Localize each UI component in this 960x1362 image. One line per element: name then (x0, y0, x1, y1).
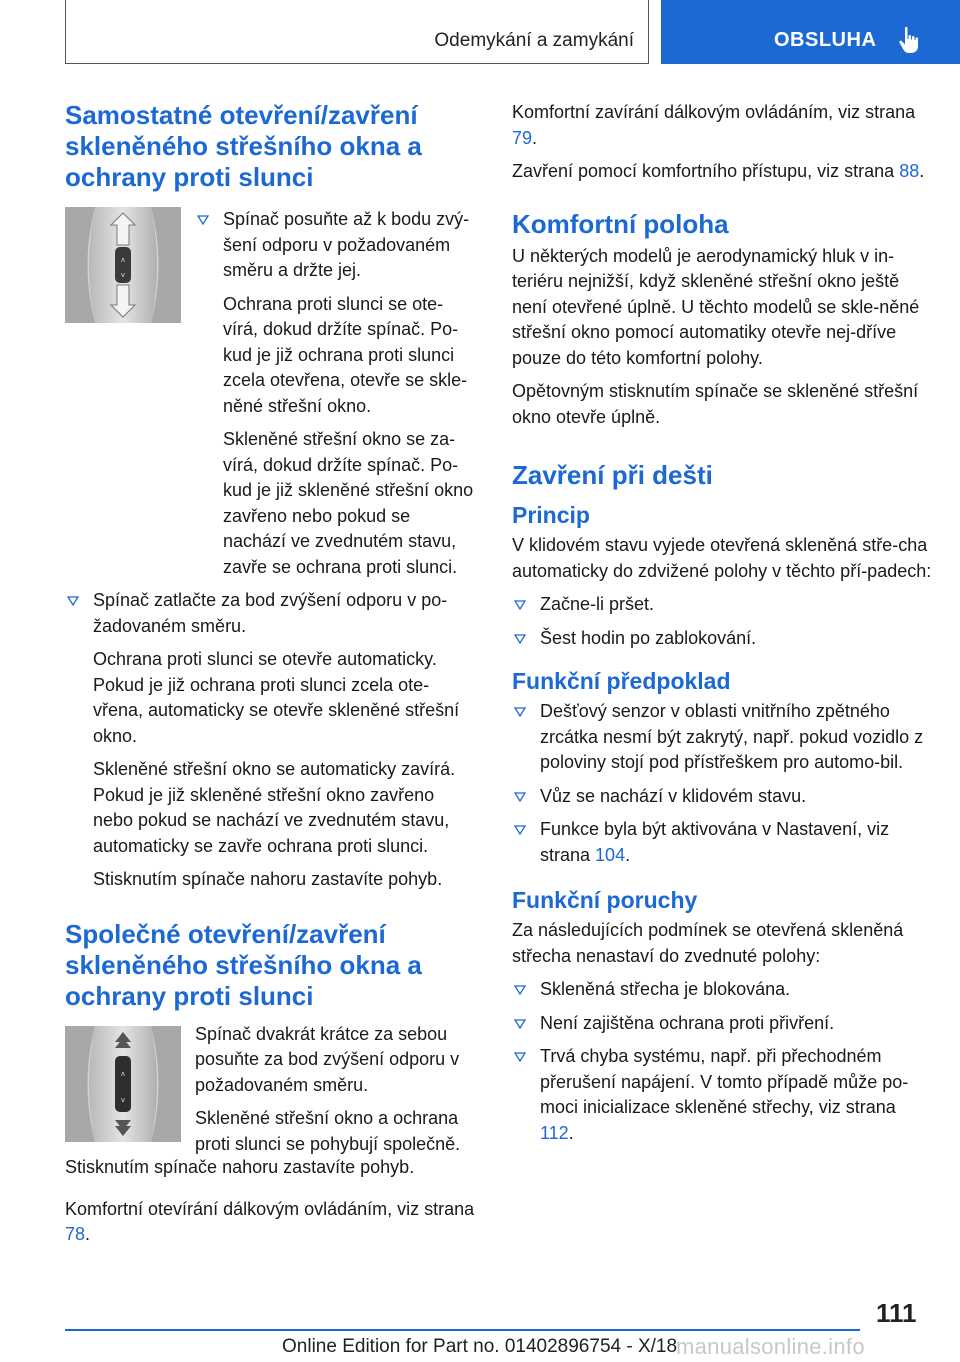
bullet-list (512, 592, 932, 651)
bullet-list (512, 977, 932, 1146)
page-link[interactable]: 79 (512, 127, 533, 148)
bullet-list (195, 207, 478, 580)
section-tab (661, 0, 960, 64)
page-header (0, 0, 960, 66)
list-item: Spínač posuňte až k bodu zvý-šení odporu v požadovaném směru a držte jej. Ochrana proti slunci se ote-vírá, dokud držíte spínač. Po-kud je již ochrana proti slunci zcela otevřena, otevře se skle-něné střešní okno. Skleněné střešní okno se za-vírá, dokud držíte spínač. Po-kud je již skleněné střešní okno zavřeno nebo pokud se nachází ve zvednutém stavu, zavře se ochrana proti slunci. (195, 207, 478, 580)
paragraph: Za následujících podmínek se otevřená skleněná střecha nenastaví do zvednuté polohy: (512, 920, 904, 966)
triangle-bullet-icon (514, 707, 526, 717)
list-item: Vůz se nachází v klidovém stavu. (512, 784, 932, 810)
switch-block-1 (65, 207, 478, 588)
triangle-bullet-icon (514, 634, 526, 644)
page-link[interactable]: 88 (899, 161, 920, 181)
roof-switch-image (65, 1026, 181, 1142)
footer-divider (65, 1329, 860, 1331)
chapter-tab (65, 0, 649, 64)
svg-text:v: v (120, 271, 126, 279)
triangle-bullet-icon (514, 792, 526, 802)
bullet-list (65, 588, 478, 893)
paragraph: Komfortní zavírání dálkovým ovládáním, viz strana 79. (512, 102, 916, 148)
paragraph: Skleněné střešní okno a ochrana proti slunci se pohybují společně. (195, 1108, 461, 1154)
page-link[interactable]: 112 (540, 1122, 569, 1143)
paragraph: Stisknutím spínače nahoru zastavíte pohyb. (65, 1157, 415, 1177)
paragraph: V klidovém stavu vyjede otevřená skleněná stře-cha automaticky do zdvižené polohy v těchto pří-padech: (512, 535, 932, 581)
triangle-bullet-icon (514, 985, 526, 995)
watermark-site: manualsonline.info (676, 1334, 865, 1359)
svg-text:v: v (120, 1095, 126, 1104)
triangle-bullet-icon (514, 1019, 526, 1029)
svg-text:ʌ: ʌ (120, 256, 126, 264)
heading-joint-open-close: Společné otevření/zavření skleněného střešního okna a ochrany proti slunci (65, 918, 422, 1011)
list-item: Dešťový senzor v oblasti vnitřního zpětného zrcátka nesmí být zakrytý, např. pokud vozidlo z poloviny stojí pod přístřeškem pro automo-bil. (512, 699, 932, 776)
list-item: Není zajištěna ochrana proti přivření. (512, 1011, 932, 1037)
edition-text: Online Edition for Part no. 01402896754 - X/18 (282, 1336, 678, 1357)
roof-switch-image (65, 207, 181, 323)
paragraph: Skleněné střešní okno se automaticky zavírá. Pokud je již skleněné střešní okno zavřeno nebo pokud se nachází ve zvednutém stavu, automaticky se zavře ochrana proti slunci. (93, 759, 456, 856)
chapter-title: Odemykání a zamykání (434, 30, 634, 51)
heading-prerequisite: Funkční předpoklad (512, 668, 731, 694)
triangle-bullet-icon (67, 596, 79, 606)
list-item: Skleněná střecha je blokována. (512, 977, 932, 1003)
list-item: Šest hodin po zablokování. (512, 626, 932, 652)
list-item: Začne-li pršet. (512, 592, 932, 618)
triangle-bullet-icon (514, 1052, 526, 1062)
list-item: Trvá chyba systému, např. při přechodném přerušení napájení. V tomto případě může po-moci inicializace skleněné střechy, viz strana 112. (512, 1044, 932, 1146)
list-item: Funkce byla být aktivována v Nastavení, viz strana 104. (512, 817, 932, 868)
triangle-bullet-icon (514, 600, 526, 610)
heading-malfunctions: Funkční poruchy (512, 887, 698, 913)
page-link[interactable]: 78 (65, 1224, 86, 1244)
heading-separate-open-close: Samostatné otevření/zavření skleněného střešního okna a ochrany proti slunci (65, 100, 422, 192)
heading-comfort-position: Komfortní poloha (512, 208, 729, 239)
switch-block-2 (65, 1023, 478, 1166)
right-column (512, 100, 932, 1154)
page-number: 111 (876, 1298, 917, 1328)
pointing-hand-icon (897, 26, 923, 54)
triangle-bullet-icon (514, 825, 526, 835)
paragraph: Stisknutím spínače nahoru zastavíte pohyb. (93, 869, 443, 889)
switch-block-1-text (195, 207, 478, 588)
paragraph: Ochrana proti slunci se ote-vírá, dokud držíte spínač. Po-kud je již ochrana proti slunci zcela otevřena, otevře se skle-něné střešní okno. (223, 293, 468, 416)
switch-block-2-text (195, 1022, 478, 1166)
paragraph: Ochrana proti slunci se otevře automaticky. Pokud je již ochrana proti slunci zcela ote-vřena, automaticky se otevře skleněné střešní okno. (93, 649, 460, 746)
paragraph: Skleněné střešní okno se za-vírá, dokud držíte spínač. Po-kud je již skleněné střešní okno zavřeno nebo pokud se nachází ve zvednutém stavu, zavře se ochrana proti slunci. (223, 429, 474, 577)
page-link[interactable]: 104 (595, 844, 626, 865)
section-title: OBSLUHA (774, 28, 877, 51)
left-column (65, 100, 478, 1256)
bullet-list (512, 699, 932, 868)
paragraph: Spínač dvakrát krátce za sebou posuňte za bod zvýšení odporu v požadovaném směru. (195, 1023, 460, 1095)
paragraph: Opětovným stisknutím spínače se skleněné střešní okno otevře úplně. (512, 381, 919, 427)
paragraph: U některých modelů je aerodynamický hluk v in-teriéru nejnižší, když skleněné střešní okno ještě není otevřené úplně. U těchto modelů se skle-něné střešní okno pomocí automatiky otevře nej-dříve pouze do této komfortní polohy. (512, 245, 920, 368)
paragraph: Zavření pomocí komfortního přístupu, viz strana 88. (512, 161, 925, 181)
paragraph: Komfortní otevírání dálkovým ovládáním, viz strana 78. (65, 1198, 475, 1244)
heading-principle: Princip (512, 502, 590, 528)
svg-text:ʌ: ʌ (120, 1069, 126, 1078)
triangle-bullet-icon (197, 215, 209, 225)
list-item: Spínač zatlačte za bod zvýšení odporu v po-žadovaném směru. Ochrana proti slunci se otevře automaticky. Pokud je již ochrana proti slunci zcela ote-vřena, automaticky se otevře skleněné střešní okno. Skleněné střešní okno se automaticky zavírá. Pokud je již skleněné střešní okno zavřeno nebo pokud se nachází ve zvednutém stavu, automaticky se zavře ochrana proti slunci. Stisknutím spínače nahoru zastavíte pohyb. (65, 588, 478, 893)
heading-rain-closing: Zavření při dešti (512, 460, 713, 490)
